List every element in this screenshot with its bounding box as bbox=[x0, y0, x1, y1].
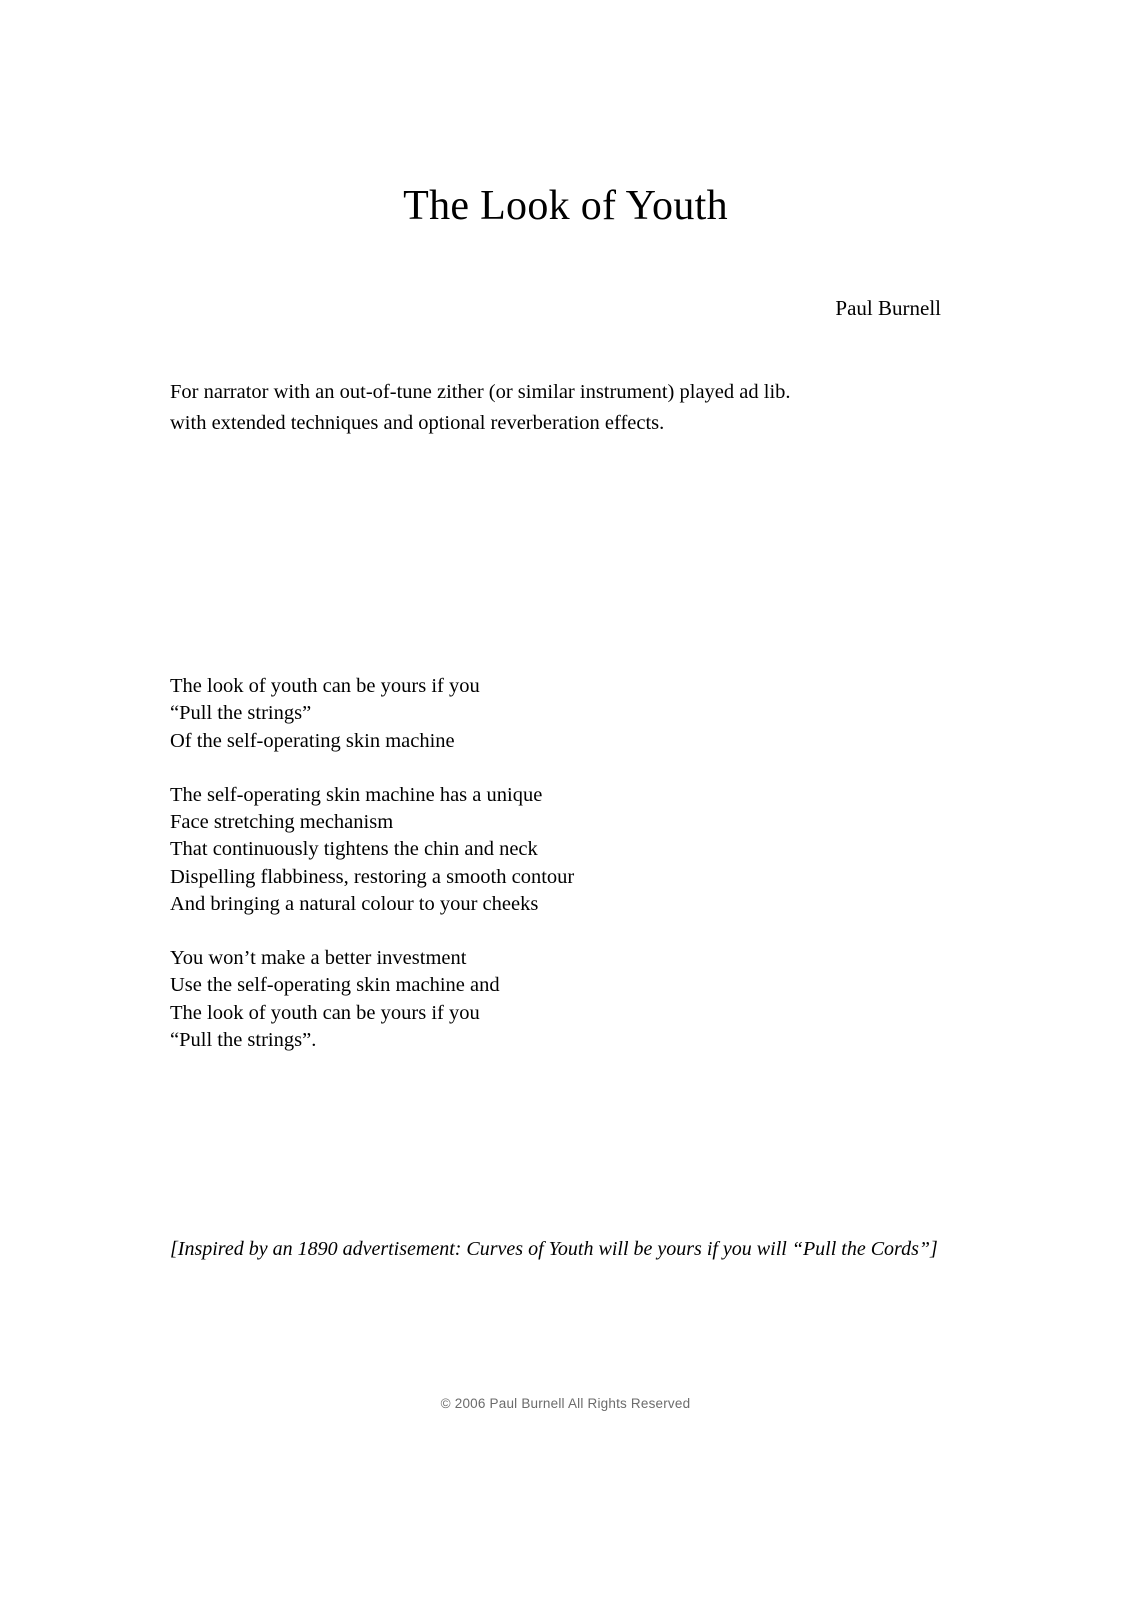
inspiration-note bbox=[170, 1235, 940, 1264]
instrumentation-line: For narrator with an out-of-tune zither (or similar instrument) played ad lib. bbox=[170, 381, 791, 403]
poem-line: Dispelling flabbiness, restoring a smooth contour bbox=[170, 865, 575, 888]
poem-stanza bbox=[170, 673, 930, 755]
poem-line: Use the self-operating skin machine and bbox=[170, 974, 500, 997]
poem-line: Of the self-operating skin machine bbox=[170, 729, 455, 752]
poem-body bbox=[170, 673, 930, 1054]
poem-line: The self-operating skin machine has a unique bbox=[170, 783, 543, 806]
instrumentation-line: with extended techniques and optional reverberation effects. bbox=[170, 411, 665, 434]
poem-line: “Pull the strings”. bbox=[170, 1028, 317, 1051]
inspiration-note-line: the Cords”] bbox=[841, 1238, 938, 1260]
poem-line: Face stretching mechanism bbox=[170, 811, 394, 833]
page-title: The Look of Youth bbox=[403, 183, 728, 229]
poem-stanza bbox=[170, 782, 930, 918]
poem-line: That continuously tightens the chin and neck bbox=[170, 838, 538, 861]
poem-line: And bringing a natural colour to your cheeks bbox=[170, 892, 539, 915]
poem-line: You won’t make a better investment bbox=[170, 947, 467, 969]
poem-line: The look of youth can be yours if you bbox=[170, 1001, 480, 1024]
inspiration-note-line: [Inspired by an 1890 advertisement: Curves of Youth will be yours if you will “Pull bbox=[170, 1238, 837, 1260]
poem-stanza bbox=[170, 945, 930, 1054]
instrumentation-note bbox=[170, 377, 970, 439]
poem-line: The look of youth can be yours if you bbox=[170, 675, 480, 697]
author-name: Paul Burnell bbox=[835, 296, 941, 320]
copyright-notice: © 2006 Paul Burnell All Rights Reserved bbox=[440, 1396, 691, 1411]
poem-line: “Pull the strings” bbox=[170, 702, 312, 725]
